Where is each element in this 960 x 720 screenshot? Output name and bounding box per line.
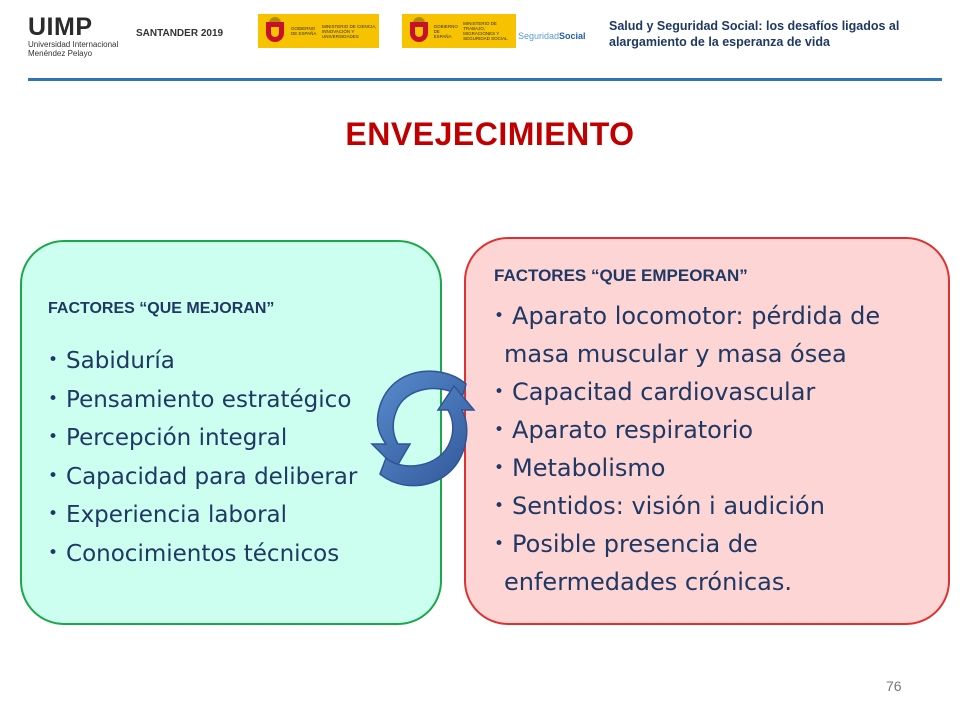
list-item: • Conocimientos técnicos (48, 540, 340, 567)
slide-title: ENVEJECIMIENTO (345, 116, 635, 152)
ministry-label: MINISTERIO DE CIENCIA, INNOVACIÓN Y UNIVERSIDADES (322, 23, 377, 39)
improving-factors-title: FACTORES “QUE MEJORAN” (48, 300, 275, 317)
gov-label: GOBIERNO DE ESPAÑA (291, 26, 317, 36)
uimp-logo (28, 14, 118, 58)
list-item: • Pensamiento estratégico (48, 386, 352, 413)
list-item: • Capacidad para deliberar (48, 463, 358, 490)
spain-coat-of-arms-icon (262, 17, 288, 45)
list-item: • Posible presencia de enfermedades crónicas. (494, 530, 792, 596)
event-label: SANTANDER 2019 (136, 28, 224, 39)
seguridad-social-logo (518, 31, 586, 41)
worsening-factors-title: FACTORES “QUE EMPEORAN” (494, 266, 748, 285)
list-item: • Aparato respiratorio (494, 416, 754, 444)
uimp-sub-line1: Universidad Internacional (28, 40, 119, 49)
uimp-logo-text: UIMP (28, 13, 93, 41)
header-title (609, 18, 939, 50)
ss-brand-a: Seguridad (518, 31, 560, 41)
header-divider (28, 78, 942, 81)
list-item: • Capacitad cardiovascular (494, 378, 816, 406)
page-number: 76 (886, 678, 902, 694)
header-title-line2: alargamiento de la esperanza de vida (609, 35, 830, 49)
ministry-label: MINISTERIO DE TRABAJO, MIGRACIONES Y SEGURIDAD SOCIAL (463, 21, 508, 41)
list-item: • Aparato locomotor: pérdida de masa muscular y masa ósea (494, 302, 881, 368)
slide-header (0, 0, 960, 80)
ss-brand-b: Social (559, 31, 586, 41)
improving-factors-list (48, 344, 357, 576)
list-item: • Experiencia laboral (48, 502, 288, 529)
header-title-line1: Salud y Seguridad Social: los desafíos ligados al (609, 19, 900, 33)
list-item: • Metabolismo (494, 454, 666, 482)
worsening-factors-list (494, 297, 944, 601)
spain-coat-of-arms-icon (406, 17, 431, 45)
circular-arrows-icon (366, 364, 476, 492)
ministry-logo-science (258, 14, 379, 48)
list-item: • Sentidos: visión i audición (494, 492, 825, 520)
uimp-sub-line2: Menéndez Pelayo (28, 49, 93, 58)
gov-label: GOBIERNO DE ESPAÑA (433, 23, 458, 39)
list-item: • Percepción integral (48, 425, 288, 452)
list-item: • Sabiduría (48, 348, 175, 374)
ministry-logo-labour (402, 14, 516, 48)
